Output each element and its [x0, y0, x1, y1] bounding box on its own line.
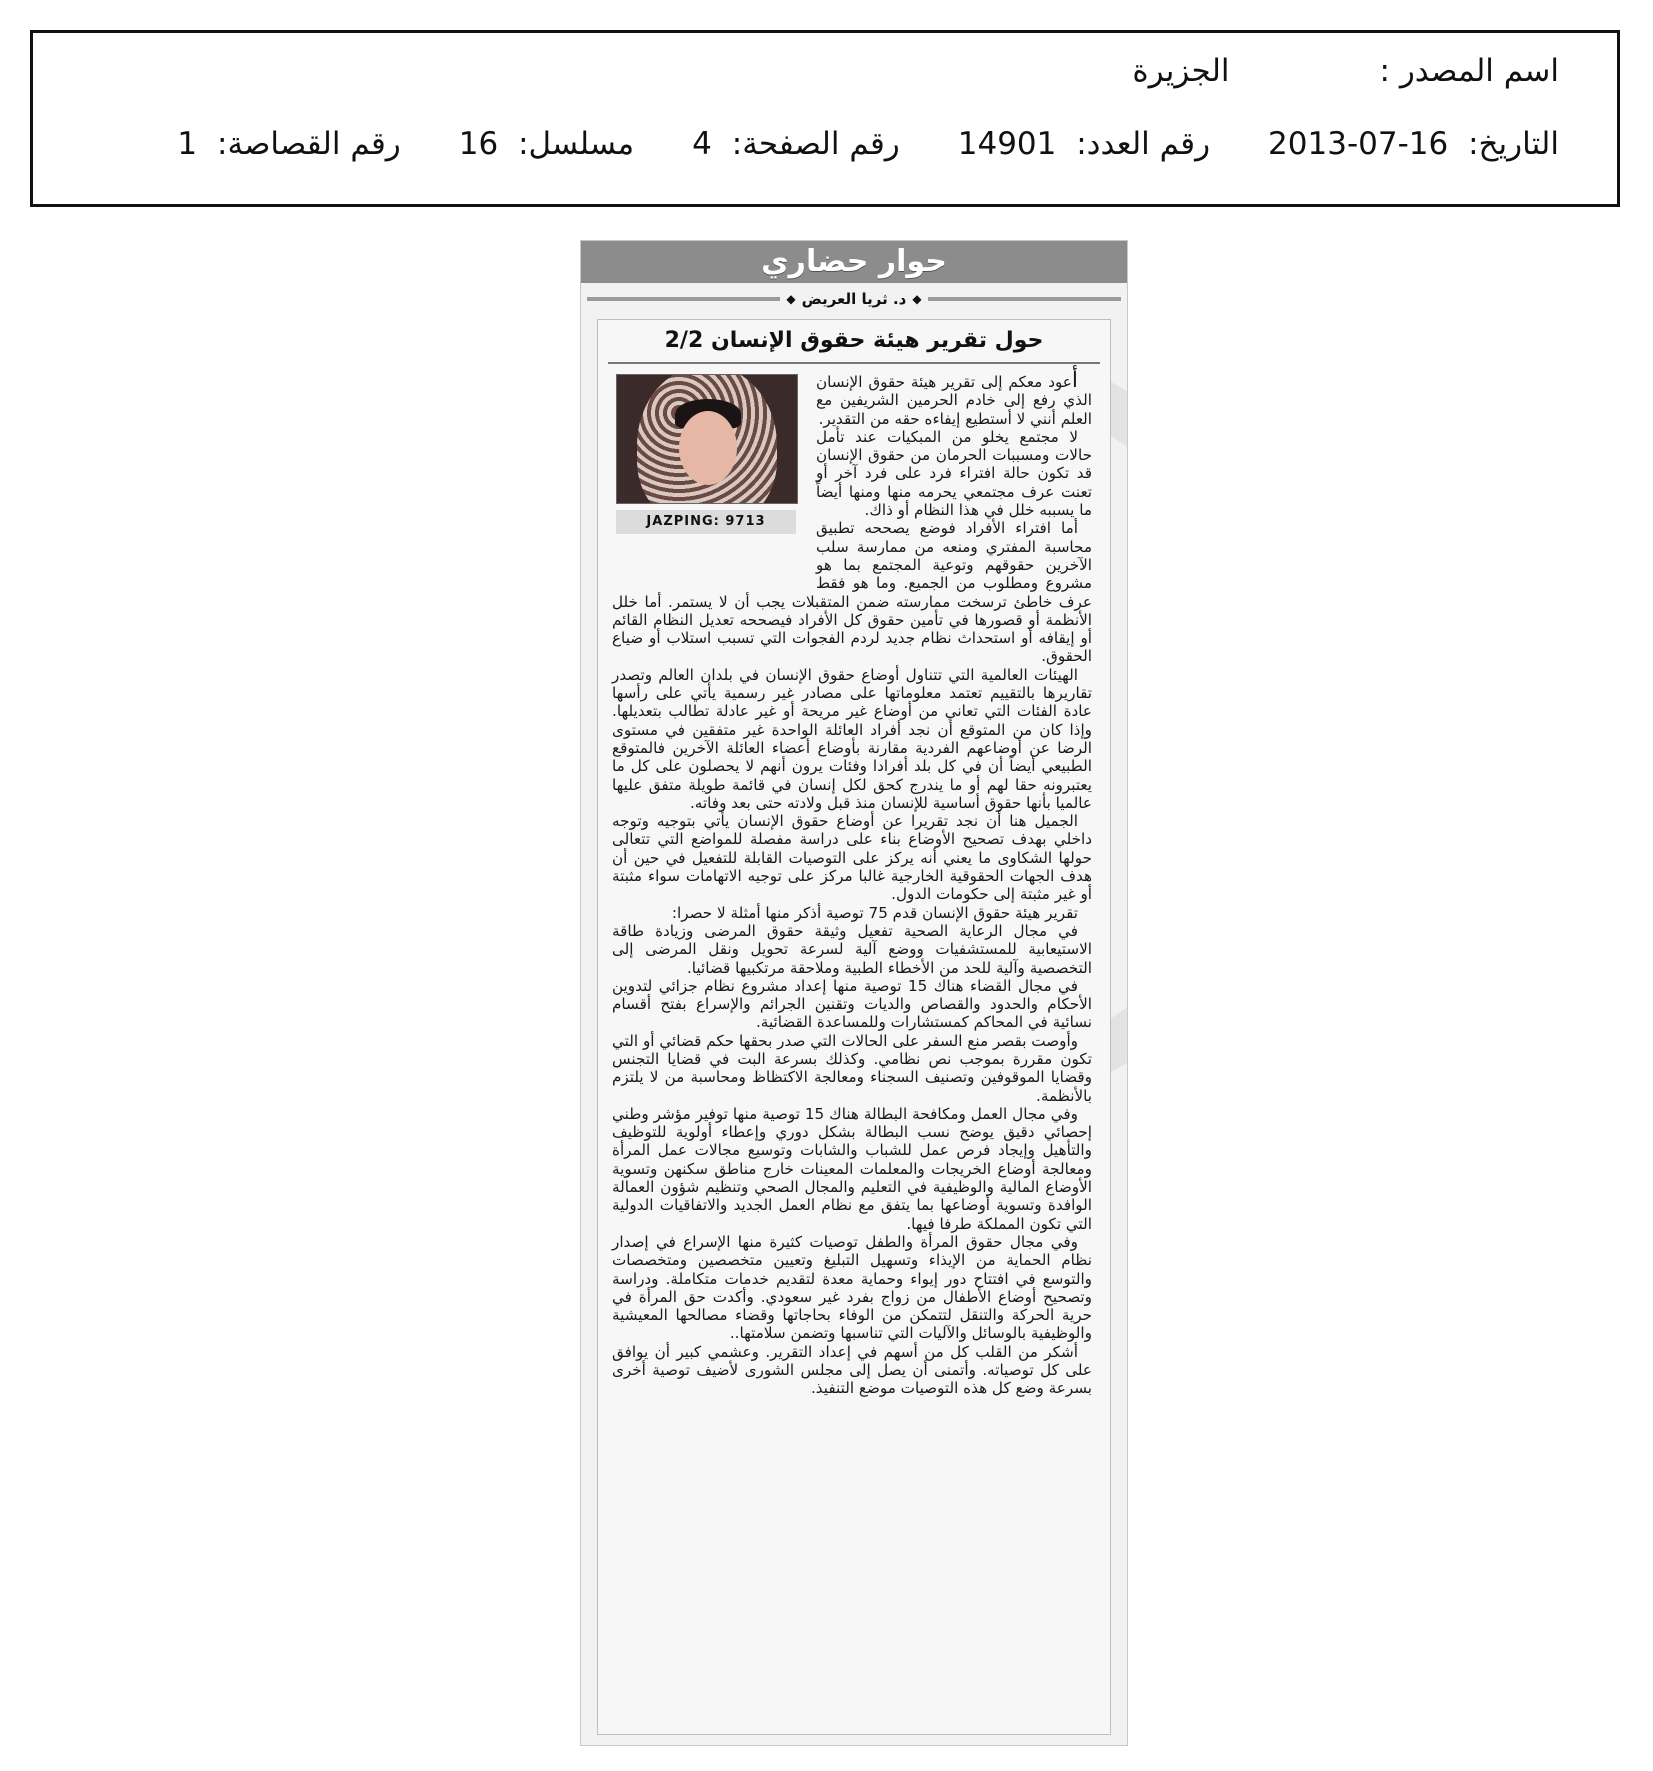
- source-row: [1132, 53, 1559, 89]
- issue-group: [958, 126, 1210, 162]
- article-box: [597, 319, 1111, 1735]
- page-label: رقم الصفحة:: [731, 126, 900, 162]
- serial-value: 16: [458, 126, 499, 162]
- article-body: [598, 368, 1110, 1728]
- serial-group: [459, 126, 634, 162]
- article-paragraph: الهيئات العالمية التي تتناول أوضاع حقوق الإنسان في بلدان العالم وتصدر تقاريرها بالتقييم تعتمد معلوماتها على مصادر غير رسمية يأتي على رأسها عادة الفئات التي تعاني من أوضاع غير مريحة أو غير عادلة تطالب بتعديلها. وإذا كان من المتوقع أن نجد أفراد العائلة الواحدة غير متفقين في مستوى الرضا عن أوضاعهم الفردية مقارنة بأوضاع أعضاء العائلة الآخرين فالمتوقع الطبيعي أيضاً أن في كل بلد أفرادا وفئات يرون أنهم لا يحصلون على كل ما يعتبرونه حقا لهم أو ما يندرج كحق لكل إنسان في قائمة طويلة متفق عليها عالميا بأنها حقوق أساسية للإنسان منذ قبل ولادته حتى بعد وفاته.: [612, 665, 1092, 812]
- issue-value: 14901: [957, 126, 1057, 162]
- date-label: التاريخ:: [1468, 126, 1559, 162]
- details-row: [177, 126, 1559, 162]
- byline-rule: [587, 297, 780, 301]
- serial-label: مسلسل:: [518, 126, 635, 162]
- metadata-box: [30, 30, 1620, 207]
- issue-label: رقم العدد:: [1076, 126, 1211, 162]
- diamond-icon: ◆: [786, 292, 796, 306]
- article-paragraph: أشكر من القلب كل من أسهم في إعداد التقرير. وعشمي كبير أن يوافق على كل توصياته. وأتمنى أن يصل إلى مجلس الشورى لأضيف توصية أخرى بسرعة وضع كل هذه التوصيات موضع التنفيذ.: [612, 1342, 1092, 1398]
- article-paragraph: الجميل هنا أن نجد تقريرا عن أوضاع حقوق الإنسان يأتي بتوجيه وتوجه داخلي بهدف تصحيح الأوضاع بناء على دراسة مفصلة للمواضع التي تتعالى حولها الشكاوى ما يعني أنه يركز على التوصيات القابلة للتفعيل في حين أن هدف الجهات الحقوقية الخارجية غالبا مركز على توجيه الاتهامات سواء مثبتة أو غير مثبتة إلى حكومات الدول.: [612, 812, 1092, 904]
- article-paragraph: أما افتراء الأفراد فوضع يصححه تطبيق محاسبة المفتري ومنعه من ممارسة سلب الآخرين حقوقهم وتوعية المجتمع بما هو مشروع ومطلوب من الجميع. وما هو فقط عرف خاطئ ترسخت ممارسته ضمن المتقبلات يجب أن لا يستمر. أما خلل الأنظمة أو قصورها في تأمين حقوق كل الأفراد فيصححه تعديل النظام القائم أو إيقافه أو استحداث نظام جديد لردم الفجوات التي تسبب استلاب أو ضياع الحقوق.: [612, 519, 1092, 666]
- article-paragraph: في مجال الرعاية الصحية تفعيل وثيقة حقوق المرضى وزيادة طاقة الاستيعابية للمستشفيات ووضع آلية لسرعة تحويل ونقل المرضى إلى التخصصية وآلية للحد من الأخطاء الطبية وملاحقة مرتكبيها قضائيا.: [612, 921, 1092, 977]
- clip-number-label: رقم القصاصة:: [217, 126, 401, 162]
- clip-number-value: 1: [177, 126, 198, 162]
- article-paragraph: أعود معكم إلى تقرير هيئة حقوق الإنسان الذي رفع إلى خادم الحرمين الشريفين مع العلم أنني لا أستطيع إيفاءه حقه من التقدير.: [816, 368, 1092, 428]
- article-paragraph: وفي مجال حقوق المرأة والطفل توصيات كثيرة منها الإسراع في إصدار نظام الحماية من الإيذاء وتسهيل التبليغ وتعيين متخصصين ومتخصصات والتوسع في افتتاح دور إيواء وحماية معدة لتقديم خدمات متكاملة. ودراسة وتصحيح أوضاع الأطفال من زواج بفرد غير سعودي. وأكدت حق المرأة في حرية الحركة والتنقل لتتمكن من الوفاء بحاجاتها وقضاء مصالحها المعيشية والوظيفية بالوسائل والآليات التي تناسبها وتضمن سلامتها..: [612, 1232, 1092, 1343]
- newspaper-clipping: [580, 240, 1128, 1746]
- date-group: [1268, 126, 1559, 162]
- clip-number-group: [177, 126, 400, 162]
- date-value: 2013-07-16: [1268, 126, 1449, 162]
- author-name: د. ثريا العريض: [801, 290, 907, 308]
- photo-code: JAZPING: 9713: [616, 510, 796, 534]
- author-byline: [581, 285, 1127, 313]
- article-paragraph: لا مجتمع يخلو من المبكيات عند تأمل حالات ومسببات الحرمان من حقوق الإنسان قد تكون حالة افتراء فرد على فرد آخر أو تعنت عرف مجتمعي يحرمه منها ومنها أيضاً ما يسببه خلل في هذا النظام أو ذاك.: [816, 427, 1092, 520]
- page-value: 4: [692, 126, 712, 162]
- source-label: اسم المصدر :: [1379, 53, 1559, 89]
- article-paragraph: في مجال القضاء هناك 15 توصية منها إعداد مشروع نظام جزائي لتدوين الأحكام والحدود والقصاص والديات وتقنين الجرائم والإسراع بفتح أقسام نسائية في المحاكم كمستشارات وللمساعدة القضائية.: [612, 976, 1092, 1032]
- article-paragraph: وفي مجال العمل ومكافحة البطالة هناك 15 توصية منها توفير مؤشر وطني إحصائي دقيق يوضح نسب البطالة بشكل دوري وإعطاء أولوية للتوظيف والتأهيل وإيجاد فرص عمل للشباب والشابات وتوسيع مجالات عمل المرأة ومعالجة أوضاع الخريجات والمعلمات المعينات خارج مناطق سكنهن وتسوية الأوضاع المالية والوظيفية في التعليم والمجال الصحي وتنظيم شؤون العمالة الوافدة وتسوية أوضاعها بما يتفق مع نظام العمل الجديد والاتفاقيات الدولية التي تكون المملكة طرفا فيها.: [612, 1104, 1092, 1233]
- article-headline: حول تقرير هيئة حقوق الإنسان 2/2: [664, 328, 1044, 353]
- page-group: [692, 126, 900, 162]
- headline-divider: [608, 362, 1100, 364]
- article-paragraph: تقرير هيئة حقوق الإنسان قدم 75 توصية أذكر منها أمثلة لا حصرا:: [671, 903, 1078, 922]
- article-paragraph: وأوصت بقصر منع السفر على الحالات التي صدر بحقها حكم قضائي أو التي تكون مقررة بموجب نص نظامي. وكذلك بسرعة البت في قضايا التجنس وقضايا الموقوفين وتصنيف السجناء ومعالجة الاكتظاظ ومحاسبة من لا يلتزم بالأنظمة.: [612, 1031, 1092, 1105]
- column-title: حوار حضاري: [581, 241, 1127, 283]
- photo-spacer: [612, 372, 808, 578]
- source-value: الجزيرة: [1132, 53, 1230, 89]
- byline-rule: [928, 297, 1121, 301]
- diamond-icon: ◆: [912, 292, 922, 306]
